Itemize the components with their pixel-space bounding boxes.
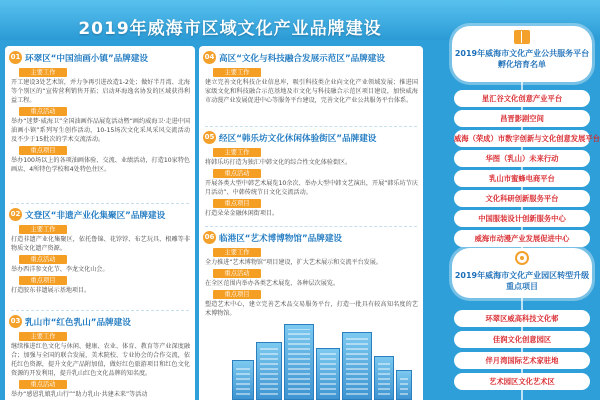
page-title: 2019年威海市区域文化产业品牌建设 — [78, 19, 382, 39]
subsection-label: 重点活动 — [19, 380, 67, 389]
platform-item: 威海（荣成）市数字创新与文化创意发展平台 — [454, 130, 590, 147]
park-item: 环翠区威高科技文化邨 — [454, 310, 590, 327]
section-number: 02 — [9, 208, 22, 221]
building — [374, 356, 394, 400]
subsection-label: 重点活动 — [19, 255, 67, 264]
section-03 — [5, 314, 195, 399]
section-title: 经区“韩乐坊文化休闲体验街区”品牌建设 — [219, 134, 377, 144]
subsection-text: 打造胶东非遗展示基地项目。 — [11, 287, 91, 294]
park-list-header — [452, 248, 592, 298]
subsection-label: 主要工作 — [19, 225, 67, 234]
platform-item: 乳山市蜜蜂电商平台 — [454, 170, 590, 187]
subsection-label: 主要工作 — [213, 148, 261, 157]
section-title: 临港区“艺术博博物馆”品牌建设 — [219, 234, 343, 244]
subsection-text: 在全区范围内举办各类艺术展览、各种层次展览。 — [205, 280, 340, 287]
platform-item: 中国服装设计创新服务中心 — [454, 210, 590, 227]
subsection-text: 打造非遗产业化集聚区，依托鲁锦、花饽饽、布艺玩具、根雕等非物质文化遗产资源。 — [11, 236, 190, 252]
subsection-text: 塑造艺术中心，建立完善艺术品交易服务平台，打造一批具有较高知名度的艺术博物馆。 — [205, 301, 418, 317]
section-number: 01 — [9, 51, 22, 64]
building — [396, 370, 412, 400]
building — [316, 348, 340, 400]
subsection-text: 继续推进红色文化与休闲、健康、农业、体育、教育等产业深度融合；加强与全国的联合发展，美术院校、专业协会的合作交流，依托红色资源，提升文化产品附加值，做好红色旅游项目和红色文化资源的开发利用，提升乳山红色文化品牌的知名度。 — [11, 343, 190, 377]
park-item: 伴月湾国际艺术家驻地 — [454, 352, 590, 369]
building — [342, 332, 372, 400]
subsection-label: 主要工作 — [213, 248, 261, 257]
subsection-text: 举办“感恩乳娘乳山行”“助力乳山·共建未来”等活动 — [11, 391, 148, 398]
platform-item: 威海市动漫产业发展促进中心 — [454, 230, 590, 247]
platform-item: 昌晋影剧空间 — [454, 110, 590, 127]
subsection-label: 主要工作 — [19, 68, 67, 77]
divider — [11, 310, 189, 311]
subsection-label: 主要工作 — [213, 68, 261, 77]
section-title: 乳山市“红色乳山”品牌建设 — [25, 318, 131, 328]
section-number: 05 — [203, 131, 216, 144]
subsection-label: 重点项目 — [19, 146, 67, 155]
building — [232, 360, 254, 400]
section-04 — [199, 50, 423, 105]
platform-item: 华图（乳山）未来行动 — [454, 150, 590, 167]
subsection-label: 重点项目 — [213, 199, 261, 208]
section-number: 06 — [203, 231, 216, 244]
subsection-label: 重点项目 — [213, 290, 261, 299]
subsection-label: 重点活动 — [213, 269, 261, 278]
subsection-text: 全力推进“艺术博物馆”项目建设，扩大艺术展示和交流平台发展。 — [205, 259, 382, 266]
section-05 — [199, 130, 423, 218]
left-panel — [5, 46, 195, 400]
ring-icon — [515, 251, 529, 265]
section-title: 文登区“非遗产业化集聚区”品牌建设 — [25, 211, 166, 221]
divider — [11, 203, 189, 204]
park-item: 艺术园区文化艺术区 — [454, 373, 590, 390]
subsection-text: 举办“迷梦·威海卫”全国油画作品展览活动暨“画约威海卫·走进中国油画小镇”系列写生创作活动，10-15场次文化采风采风交流活动及不少于15批次的学术交流活动。 — [11, 118, 190, 143]
subsection-label: 重点活动 — [213, 169, 261, 178]
platform-item: 星汇谷文化创意产业平台 — [454, 90, 590, 107]
subsection-label: 主要工作 — [19, 332, 67, 341]
section-title: 高区“文化与科技融合发展示范区”品牌建设 — [219, 54, 385, 64]
subsection-text: 将韩乐坊打造为独汇中韩文化的综合性文化体验街区。 — [205, 159, 352, 166]
divider — [205, 226, 417, 227]
section-number: 03 — [9, 315, 22, 328]
subsection-text: 举办西洋参文化节、李龙文化山会。 — [11, 266, 109, 273]
subsection-text: 建立完善文化科技企业信息库，吸引科技类企业向文化产业领域发展；推进国家级文化和科技融合示范基地及市文化与科技融合示范区项目建设，加快威海市动漫产业发展促进中心等服务平台建设，完善文化产业公共服务平台体系。 — [205, 79, 418, 104]
building — [284, 324, 314, 400]
platform-list-header — [452, 26, 592, 82]
building — [256, 342, 282, 400]
subsection-label: 重点项目 — [19, 276, 67, 285]
park-item: 佳润文化创意园区 — [454, 331, 590, 348]
park-list-title: 2019年威海市文化产业园区转型升级重点项目 — [454, 271, 590, 291]
divider — [205, 126, 417, 127]
subsection-label: 重点活动 — [19, 107, 67, 116]
subsection-text: 打造朵朵金融休闲街项目。 — [205, 210, 279, 217]
book-icon — [514, 30, 530, 44]
platform-item: 文化科研创新服务平台 — [454, 190, 590, 207]
section-title: 环翠区“中国油画小镇”品牌建设 — [25, 54, 149, 64]
subsection-text: 举办100场以上的各项油画体验、交流、业绩活动，打造10家特色画店、4所特色学校和4处特色住区。 — [11, 157, 190, 173]
section-06 — [199, 230, 423, 318]
subsection-text: 开工建设3处艺术馆，并力争再引进改造1-2处；做好半月湾、北海等个别区的“宣传营利销售开拓；启动环海逸名协发的区域获得利益工程。 — [11, 79, 190, 104]
platform-list-title: 2019年威海市文化产业公共服务平台孵化培育名单 — [454, 49, 590, 69]
section-number: 04 — [203, 51, 216, 64]
section-01 — [5, 50, 195, 174]
section-02 — [5, 207, 195, 295]
subsection-text: 开展各类大型中韩艺术展览10余次、举办大型中韩文艺演出，开展“韩乐坊节庆月活动”、中韩传统节日文化交流活动。 — [205, 180, 418, 196]
city-illustration — [232, 320, 412, 400]
